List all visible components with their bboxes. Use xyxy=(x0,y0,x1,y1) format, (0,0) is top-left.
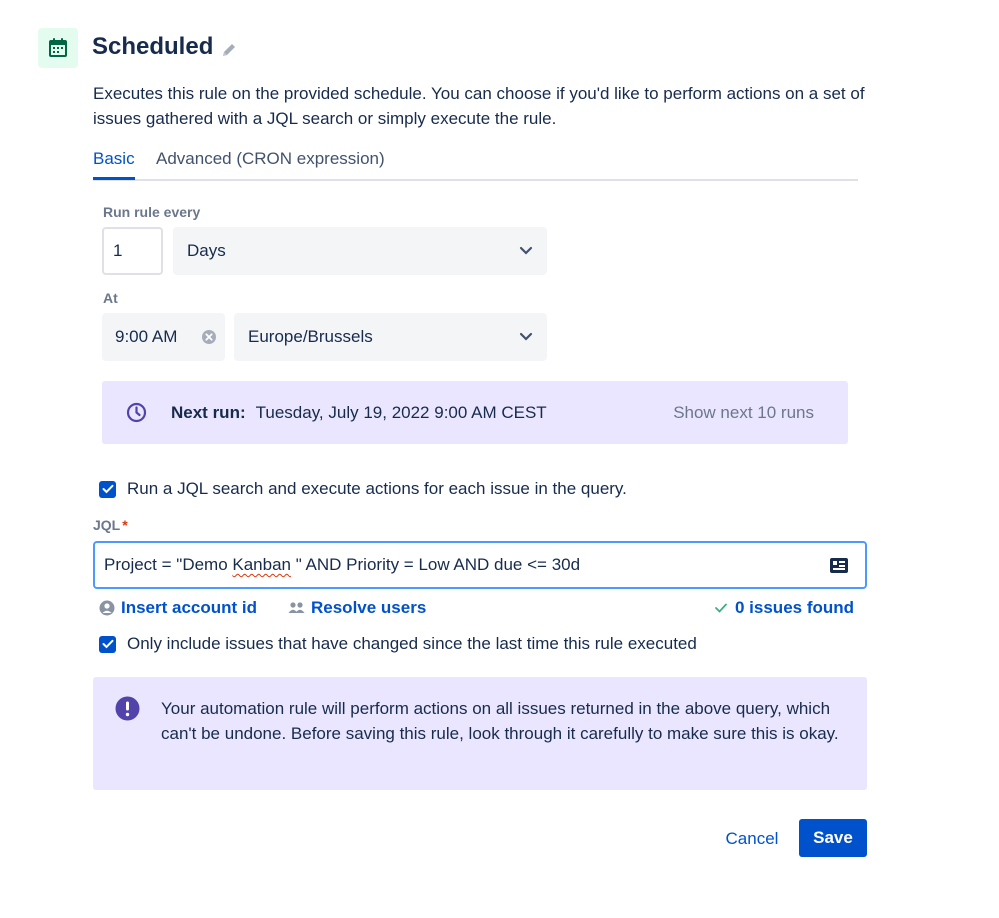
tab-basic[interactable]: Basic xyxy=(93,149,135,180)
tab-advanced-cron[interactable]: Advanced (CRON expression) xyxy=(156,149,385,168)
checkmark-icon xyxy=(102,639,114,649)
time-input[interactable] xyxy=(102,313,225,361)
issues-found-status[interactable] xyxy=(714,598,854,618)
warning-icon xyxy=(115,696,140,721)
resolve-users-label: Resolve users xyxy=(311,598,427,617)
chevron-down-icon xyxy=(519,246,533,256)
insert-account-id-label: Insert account id xyxy=(121,598,258,617)
cancel-button[interactable]: Cancel xyxy=(725,828,779,848)
pencil-icon[interactable] xyxy=(220,41,238,59)
jql-search-option[interactable] xyxy=(99,479,627,499)
jql-label-text: JQL xyxy=(93,517,121,533)
run-every-label: Run rule every xyxy=(103,204,201,220)
warning-panel xyxy=(93,677,867,790)
trigger-description: Executes this rule on the provided schedule. You can choose if you'd like to perform actions on a set of issues gathered with a JQL search or simply execute the rule. xyxy=(93,84,865,128)
jql-search-checkbox[interactable] xyxy=(99,481,116,498)
insert-account-id-link[interactable] xyxy=(99,598,257,618)
jql-search-option-label: Run a JQL search and execute actions for each issue in the query. xyxy=(127,479,627,498)
jql-query-text: Project = "Demo Kanban " AND Priority = Low AND due <= 30d xyxy=(104,555,581,574)
trigger-icon-tile xyxy=(38,28,78,68)
next-run-panel xyxy=(102,381,848,444)
checkmark-icon xyxy=(102,484,114,494)
people-icon xyxy=(288,600,305,616)
timezone-select[interactable] xyxy=(234,313,547,361)
save-button[interactable]: Save xyxy=(799,819,867,857)
chevron-down-icon xyxy=(519,332,533,342)
jql-query-input[interactable] xyxy=(93,541,867,589)
page-title: Scheduled xyxy=(92,33,214,60)
clock-icon xyxy=(126,402,147,423)
schedule-tabs xyxy=(93,146,858,181)
user-icon xyxy=(99,600,115,616)
check-icon xyxy=(714,602,728,614)
time-value: 9:00 AM xyxy=(115,327,178,346)
jql-label xyxy=(93,517,128,533)
changed-since-checkbox[interactable] xyxy=(99,636,116,653)
next-run-value: Tuesday, July 19, 2022 9:00 AM CEST xyxy=(255,402,547,422)
calendar-icon xyxy=(46,36,70,60)
field-reference-icon[interactable] xyxy=(829,557,849,574)
interval-unit-value: Days xyxy=(187,241,226,260)
interval-value-input[interactable]: 1 xyxy=(102,227,163,275)
issues-found-label: 0 issues found xyxy=(735,598,855,617)
show-next-runs-link[interactable]: Show next 10 runs xyxy=(673,402,814,422)
warning-text: Your automation rule will perform actions on all issues returned in the above query, which can't be undone. Before saving this rule, look through it carefully to make sure this is okay. xyxy=(161,699,839,743)
next-run-label: Next run: xyxy=(171,402,246,422)
required-mark: * xyxy=(122,517,128,533)
changed-since-option[interactable] xyxy=(99,634,697,654)
changed-since-option-label: Only include issues that have changed since the last time this rule executed xyxy=(127,634,697,653)
clear-icon[interactable] xyxy=(201,329,217,345)
at-label: At xyxy=(103,290,118,306)
timezone-value: Europe/Brussels xyxy=(248,327,373,346)
interval-unit-select[interactable] xyxy=(173,227,547,275)
resolve-users-link[interactable] xyxy=(288,598,426,618)
